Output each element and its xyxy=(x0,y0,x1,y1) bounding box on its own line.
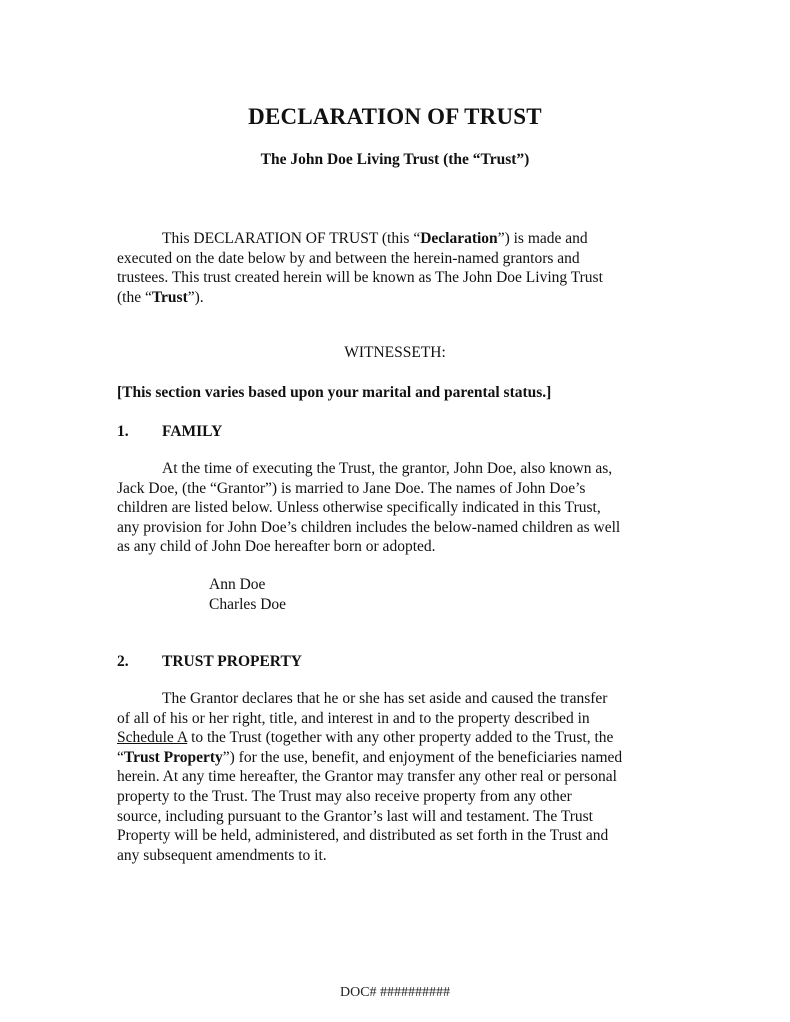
family-line: children are listed below. Unless otherwise specifically indicated in this Trust, xyxy=(117,499,601,517)
property-line: The Grantor declares that he or she has set aside and caused the transfer xyxy=(162,690,608,707)
document-number-footer: DOC# ########## xyxy=(339,985,451,1000)
section-note: [This section varies based upon your marital and parental status.] xyxy=(117,384,552,401)
section-number: 1. xyxy=(117,423,129,440)
intro-line-4 xyxy=(117,288,687,308)
section-number: 2. xyxy=(117,653,129,670)
property-line xyxy=(117,728,687,748)
property-text: ”) for the use, benefit, and enjoyment of the beneficiaries named xyxy=(222,748,623,766)
child-name: Charles Doe xyxy=(209,595,287,613)
property-line: source, including pursuant to the Grantor’s last will and testament. The Trust xyxy=(117,807,593,825)
defined-term-trust: Trust xyxy=(151,288,188,306)
family-line: At the time of executing the Trust, the grantor, John Doe, also known as, xyxy=(162,460,613,477)
intro-text: ”) is made and xyxy=(497,230,588,247)
property-line: property to the Trust. The Trust may also receive property from any other xyxy=(117,787,572,805)
property-line: of all of his or her right, title, and interest in and to the property described in xyxy=(117,709,590,727)
family-paragraph xyxy=(117,459,687,557)
witnesseth-heading: WITNESSETH: xyxy=(344,344,446,361)
family-line: any provision for John Doe’s children includes the below-named children as well xyxy=(117,518,621,536)
intro-text: This DECLARATION OF TRUST (this “ xyxy=(162,230,421,247)
property-line: any subsequent amendments to it. xyxy=(117,846,327,864)
property-line xyxy=(117,748,687,768)
children-list xyxy=(209,575,286,614)
schedule-a-reference: Schedule A xyxy=(117,729,188,747)
intro-text: (the “ xyxy=(117,288,152,306)
intro-text: ”). xyxy=(187,288,204,306)
intro-paragraph xyxy=(117,229,687,307)
document-subtitle: The John Doe Living Trust (the “Trust”) xyxy=(260,151,530,168)
trust-property-paragraph xyxy=(117,689,687,865)
defined-term-declaration: Declaration xyxy=(420,230,498,247)
property-line: Property will be held, administered, and distributed as set forth in the Trust and xyxy=(117,827,609,845)
section-title: TRUST PROPERTY xyxy=(162,653,302,670)
document-title: DECLARATION OF TRUST xyxy=(248,104,542,129)
intro-line-3: trustees. This trust created herein will be known as The John Doe Living Trust xyxy=(117,269,603,287)
section-2-heading xyxy=(117,653,302,671)
property-text: to the Trust (together with any other property added to the Trust, the xyxy=(187,729,614,747)
section-1-heading xyxy=(117,423,222,441)
property-text: “ xyxy=(117,748,124,766)
section-title: FAMILY xyxy=(162,423,223,440)
child-name: Ann Doe xyxy=(209,576,266,593)
family-line: Jack Doe, (the “Grantor”) is married to Jane Doe. The names of John Doe’s xyxy=(117,479,586,497)
family-line: as any child of John Doe hereafter born or adopted. xyxy=(117,538,436,556)
property-line: herein. At any time hereafter, the Grantor may transfer any other real or personal xyxy=(117,768,617,786)
intro-line-1 xyxy=(117,229,687,249)
intro-line-2: executed on the date below by and between the herein-named grantors and xyxy=(117,249,580,267)
defined-term-trust-property: Trust Property xyxy=(123,748,223,766)
